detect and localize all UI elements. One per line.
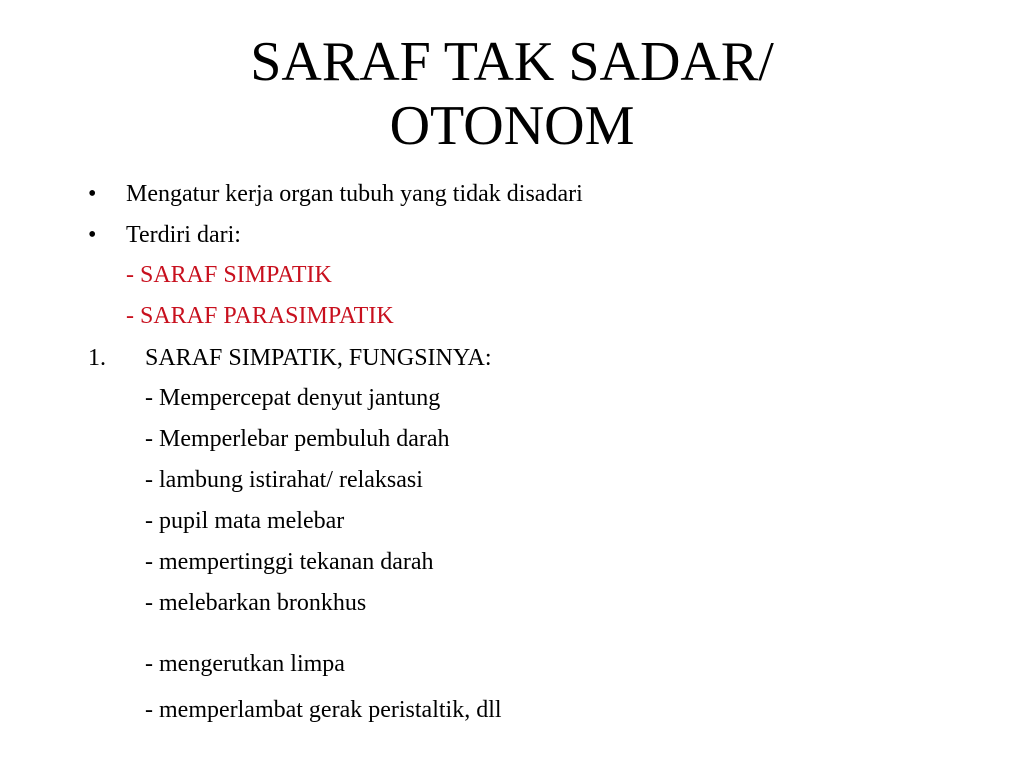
function-item: - Mempercepat denyut jantung	[145, 385, 441, 411]
function-item: - Memperlebar pembuluh darah	[145, 426, 450, 452]
bullet-text: Mengatur kerja organ tubuh yang tidak disadari	[126, 181, 583, 207]
numbered-heading-text: SARAF SIMPATIK, FUNGSINYA:	[145, 345, 492, 371]
function-item: - mengerutkan limpa	[145, 651, 345, 677]
function-item: - pupil mata melebar	[145, 508, 345, 534]
number-marker: 1.	[88, 345, 106, 371]
sub-item-simpatik: - SARAF SIMPATIK	[126, 262, 332, 288]
function-item: - lambung istirahat/ relaksasi	[145, 467, 423, 493]
sub-item-parasimpatik: - SARAF PARASIMPATIK	[126, 303, 394, 329]
function-item: - melebarkan bronkhus	[145, 590, 367, 616]
function-item: - mempertinggi tekanan darah	[145, 549, 434, 575]
function-item: - memperlambat gerak peristaltik, dll	[145, 697, 502, 723]
slide-title-line-2: OTONOM	[389, 95, 635, 157]
slide-title	[0, 30, 1024, 158]
bullet-marker: •	[88, 181, 97, 207]
bullet-text: Terdiri dari:	[126, 222, 241, 248]
slide-title-line-1: SARAF TAK SADAR/	[250, 31, 774, 93]
bullet-marker: •	[88, 222, 97, 248]
